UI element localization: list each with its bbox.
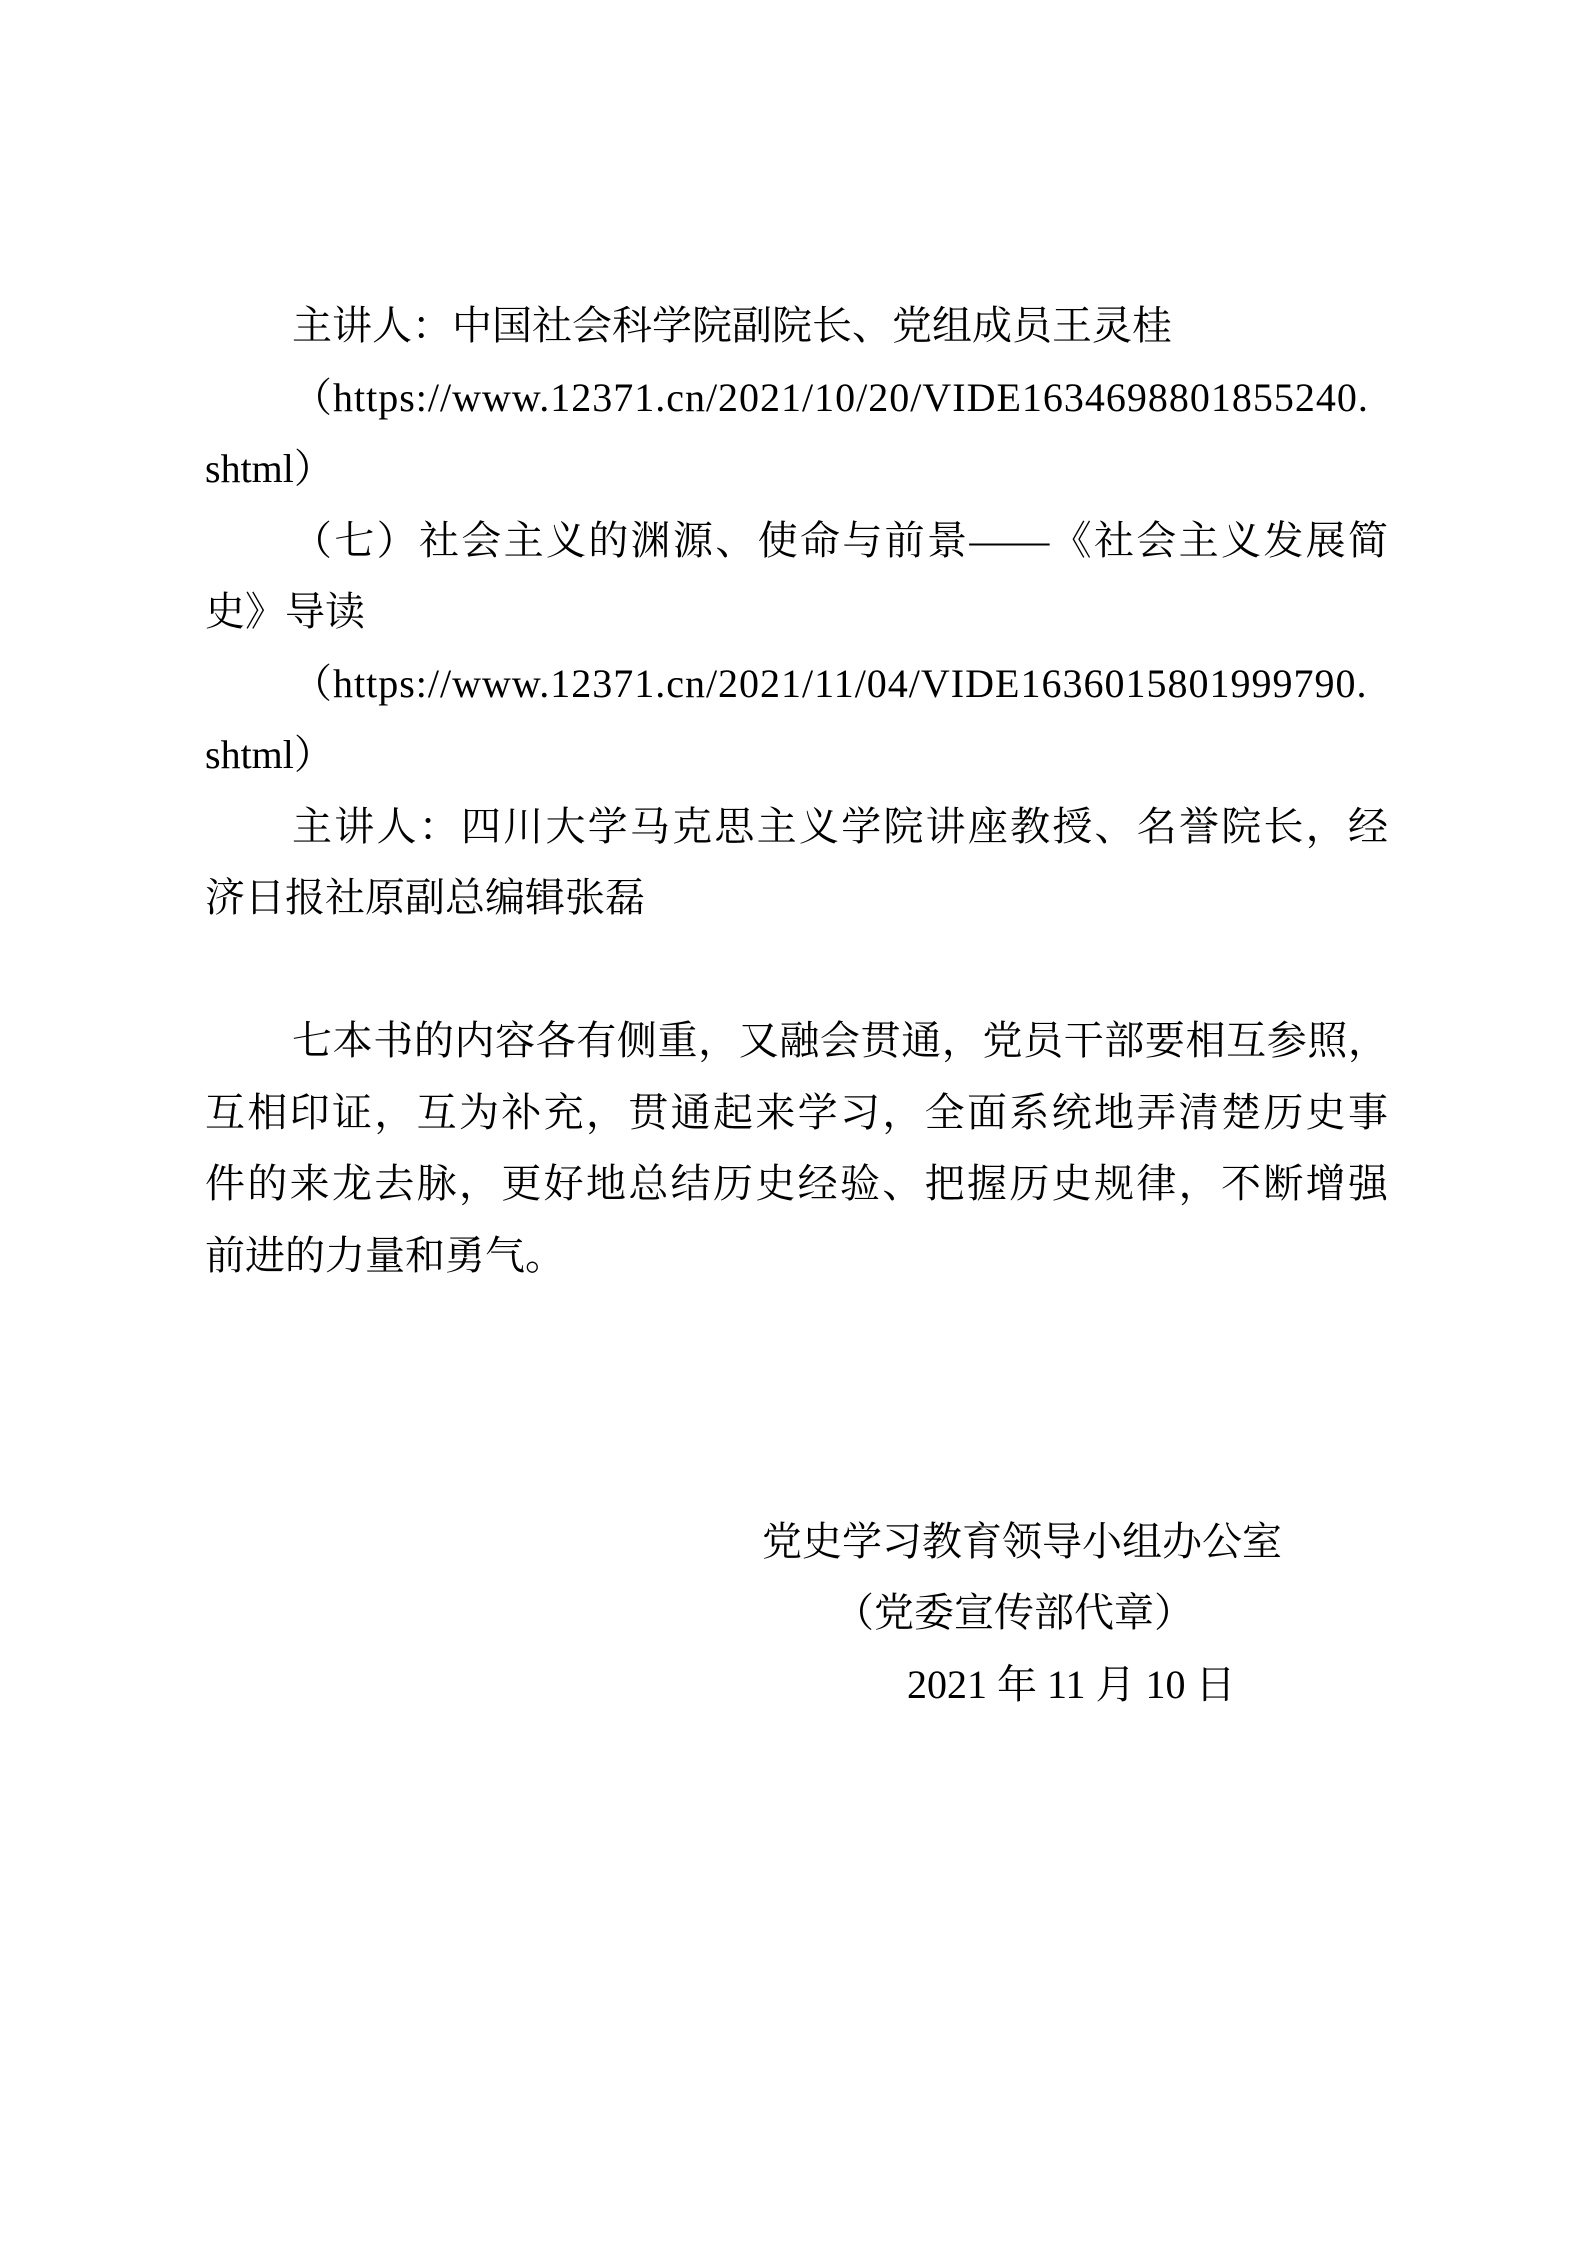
signature-seal-note: （党委宣传部代章）: [834, 1590, 1194, 1635]
blank-line: [205, 1291, 1388, 1363]
speaker-line-2-continuation: 济日报社原副总编辑张磊: [205, 875, 645, 920]
blank-line: [205, 1434, 1388, 1506]
signature-office: 党史学习教育领导小组办公室: [762, 1518, 1282, 1564]
url-continuation-line-2: shtml）: [205, 732, 334, 777]
blank-line: [205, 934, 1388, 1006]
speaker-line-1: 主讲人：中国社会科学院副院长、党组成员王灵桂: [292, 303, 1172, 348]
url-continuation-line-1: shtml）: [205, 446, 334, 491]
closing-paragraph-line-4: 前进的力量和勇气。: [205, 1232, 565, 1278]
speaker-line-2: 主讲人：四川大学马克思主义学院讲座教授、名誉院长，经: [292, 803, 1388, 849]
item-seven-title-line: （七）社会主义的渊源、使命与前景——《社会主义发展简: [292, 517, 1388, 563]
blank-line: [205, 1363, 1388, 1435]
closing-paragraph-line-2: 互相印证，互为补充，贯通起来学习，全面系统地弄清楚历史事: [205, 1089, 1388, 1135]
closing-paragraph-line-3: 件的来龙去脉，更好地总结历史经验、把握历史规律，不断增强: [205, 1161, 1388, 1206]
video-url-line-1: （https://www.12371.cn/2021/10/20/VIDE1634698801855240.: [292, 374, 1369, 420]
document-content: [205, 290, 1388, 1720]
item-seven-title-continuation: 史》导读: [205, 589, 365, 634]
signature-date: 2021 年 11 月 10 日: [907, 1661, 1236, 1707]
video-url-line-2: （https://www.12371.cn/2021/11/04/VIDE1636015801999790.: [292, 660, 1368, 706]
closing-paragraph-line-1: 七本书的内容各有侧重，又融会贯通，党员干部要相互参照，: [292, 1018, 1388, 1063]
